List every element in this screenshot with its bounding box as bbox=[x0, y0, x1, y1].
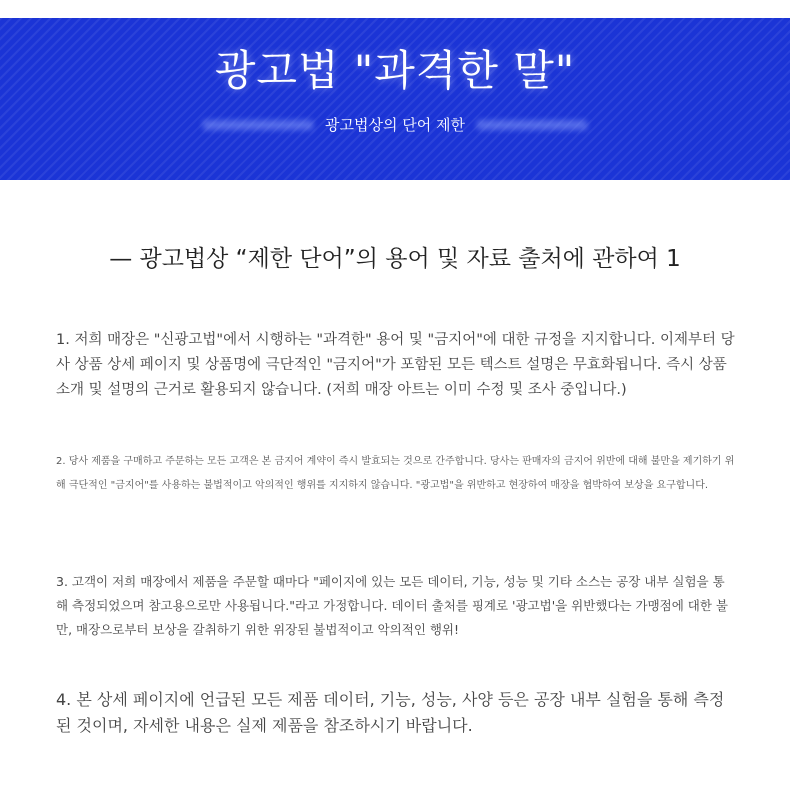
paragraph-1: 1. 저희 매장은 "신광고법"에서 시행하는 "과격한" 용어 및 "금지어"에 대한 규정을 지지합니다. 이제부터 당사 상품 상세 페이지 및 상품명에 극단적인 "금지어"가 포함된 모든 텍스트 설명은 무효화됩니다. 즉시 상품 소개 및 설명의 근거로 활용되지 않습니다. (저희 매장 아트는 이미 수정 및 조사 중입니다.) bbox=[56, 332, 735, 398]
section-heading: — 광고법상 “제한 단어”의 용어 및 자료 출처에 관하여 1 bbox=[109, 246, 681, 272]
decorative-blur-bar-right bbox=[477, 120, 587, 130]
paragraph-3: 3. 고객이 저희 매장에서 제품을 주문할 때마다 "페이지에 있는 모든 데이터, 기능, 성능 및 기타 소스는 공장 내부 실험을 통해 측정되었으며 참고용으로만 사용됩니다."라고 가정합니다. 데이터 출처를 핑계로 '광고법'을 위반했다는 가맹점에 대한 불만, 매장으로부터 보상을 갈취하기 위한 위장된 불법적이고 악의적인 행위! bbox=[56, 574, 729, 637]
banner-subtitle-row bbox=[0, 114, 790, 135]
paragraph-4: 4. 본 상세 페이지에 언급된 모든 제품 데이터, 기능, 성능, 사양 등은 공장 내부 실험을 통해 측정된 것이며, 자세한 내용은 실제 제품을 참조하시기 바랍니다. bbox=[56, 690, 725, 735]
decorative-blur-bar-left bbox=[203, 120, 313, 130]
paragraph-2: 2. 당사 제품을 구매하고 주문하는 모든 고객은 본 금지어 계약이 즉시 발효되는 것으로 간주합니다. 당사는 판매자의 금지어 위반에 대해 불만을 제기하기 위해 극단적인 "금지어"를 사용하는 불법적이고 악의적인 행위를 지지하지 않습니다. "광고법"을 위반하고 현장하여 매장을 협박하여 보상을 요구합니다. bbox=[56, 456, 735, 491]
header-banner bbox=[0, 18, 790, 180]
banner-subtitle: 광고법상의 단어 제한 bbox=[325, 116, 465, 134]
banner-title: 광고법 "과격한 말" bbox=[214, 46, 576, 95]
